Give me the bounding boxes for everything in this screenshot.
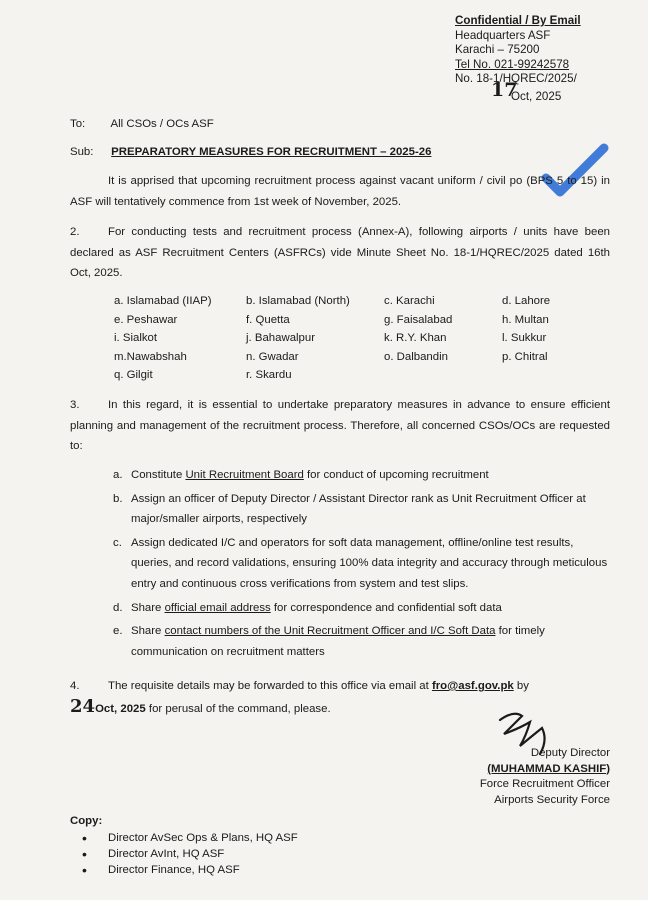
handwritten-day: 24 <box>70 695 96 717</box>
center-item: b. Islamabad (North) <box>246 295 350 307</box>
list-item <box>113 621 613 662</box>
center-item: f. Quetta <box>246 313 290 326</box>
paragraph-1-text: It is apprised that upcoming recruitment process against vacant uniform / civil po (BPS 5 to 15) in ASF will tentatively commence from 1st week of November, 2025. <box>70 175 610 208</box>
date-month-year: Oct, 2025 <box>511 89 562 103</box>
paragraph-2-text: For conducting tests and recruitment process (Annex-A), following airports / units have been declared as ASF Recruitment Centers (ASFRCs) vide Minute Sheet No. 18-1/HQREC/2025 dated 16th Oct, 2025. <box>70 226 610 280</box>
list-marker: d. <box>113 601 123 614</box>
list-item-text: Assign an officer of Deputy Director / Assistant Director rank as Unit Recruitment Officer at major/smaller airports, respectively <box>131 492 586 526</box>
paragraph-1 <box>70 171 610 212</box>
office-tel: Tel No. 021-99242578 <box>455 57 570 71</box>
signatory-org: Airports Security Force <box>494 793 610 806</box>
signature-block <box>460 746 610 808</box>
list-item-text: Constitute <box>131 469 186 481</box>
list-item-text: Share <box>131 625 165 638</box>
to-label: To: <box>70 118 86 130</box>
signatory-name: (MUHAMMAD KASHIF) <box>487 762 610 775</box>
list-item-underlined: Unit Recruitment Board <box>185 469 304 481</box>
copy-label: Copy: <box>70 815 103 827</box>
copy-to-section <box>70 815 298 878</box>
list-item-underlined: official email address <box>164 601 271 614</box>
list-item: • Director Finance, HQ ASF <box>94 863 298 879</box>
list-item <box>113 598 613 619</box>
office-city: Karachi – 75200 <box>455 43 540 57</box>
list-marker: c. <box>113 536 122 549</box>
handwritten-day: 17 <box>491 78 518 101</box>
paragraph-3-text: In this regard, it is essential to undertake preparatory measures in advance to ensure efficient planning and management of the recruitment process. Therefore, all concerned CSOs/OCs are requested to: <box>70 399 610 453</box>
list-marker: e. <box>113 625 123 638</box>
list-item-text: Share <box>131 601 165 614</box>
center-item: q. Gilgit <box>114 369 153 382</box>
center-item: l. Sukkur <box>502 332 547 345</box>
center-item: p. Chitral <box>502 350 548 363</box>
center-item: j. Bahawalpur <box>246 332 316 345</box>
list-item-text: for conduct of upcoming recruitment <box>303 469 489 481</box>
center-item: a. Islamabad (IIAP) <box>114 295 212 307</box>
center-item: e. Peshawar <box>114 313 178 326</box>
deadline-date: Oct, 2025 <box>95 702 146 715</box>
center-item: h. Multan <box>502 313 549 326</box>
list-item-text: for timely communication on recruitment matters <box>131 625 545 658</box>
signatory-rank: Deputy Director <box>530 747 610 759</box>
paragraph-3-number: 3. <box>70 399 80 411</box>
subject-label: Sub: <box>70 146 94 158</box>
list-item <box>113 465 613 486</box>
list-item: • Director AvInt, HQ ASF <box>94 847 298 863</box>
email-link[interactable]: fro@asf.gov.pk <box>431 680 514 692</box>
subject-title: PREPARATORY MEASURES FOR RECRUITMENT – 2025-26 <box>111 146 432 158</box>
action-items-list <box>113 465 613 665</box>
letter-header <box>455 14 581 105</box>
center-item: m.Nawabshah <box>114 350 187 363</box>
reference-number: No. 18-1/HQREC/2025/ <box>455 72 577 86</box>
center-item: g. Faisalabad <box>384 313 453 326</box>
list-item-underlined: contact numbers of the Unit Recruitment Officer and I/C Soft Data <box>164 625 496 638</box>
center-item: o. Dalbandin <box>384 350 448 363</box>
paragraph-4-number: 4. <box>70 680 80 692</box>
copy-list <box>70 831 298 878</box>
paragraph-3 <box>70 395 610 457</box>
paragraph-4-text: The requisite details may be forwarded to this office via email at <box>108 680 432 692</box>
office-name: Headquarters ASF <box>455 28 551 42</box>
subject-line <box>70 146 431 158</box>
signatory-title: Force Recruitment Officer <box>479 778 610 790</box>
list-item-text: Assign dedicated I/C and operators for soft data management, offline/online test results, queries, and record validations, ensuring 100% data integrity and accuracy through meticulous entry and continuous cross verifications from system and test slips. <box>131 536 608 590</box>
center-item: i. Sialkot <box>114 332 158 345</box>
list-item-text: for correspondence and confidential soft data <box>270 601 502 614</box>
paragraph-4-by: by <box>513 680 529 692</box>
center-item: c. Karachi <box>384 295 435 307</box>
list-marker: b. <box>113 492 123 505</box>
paragraph-2 <box>70 222 610 284</box>
list-item <box>113 533 613 595</box>
paragraph-4-tail: for perusal of the command, please. <box>145 702 331 715</box>
center-item: n. Gwadar <box>246 350 299 363</box>
center-item: k. R.Y. Khan <box>384 332 447 345</box>
list-marker: a. <box>113 469 123 481</box>
paragraph-2-number: 2. <box>70 226 80 238</box>
list-item: • Director AvSec Ops & Plans, HQ ASF <box>94 831 298 847</box>
to-recipients: All CSOs / OCs ASF <box>110 118 214 130</box>
list-item <box>113 489 613 530</box>
to-line <box>70 118 214 130</box>
center-item: d. Lahore <box>502 295 551 307</box>
classification-label: Confidential / By Email <box>455 14 581 27</box>
center-item: r. Skardu <box>246 369 292 382</box>
